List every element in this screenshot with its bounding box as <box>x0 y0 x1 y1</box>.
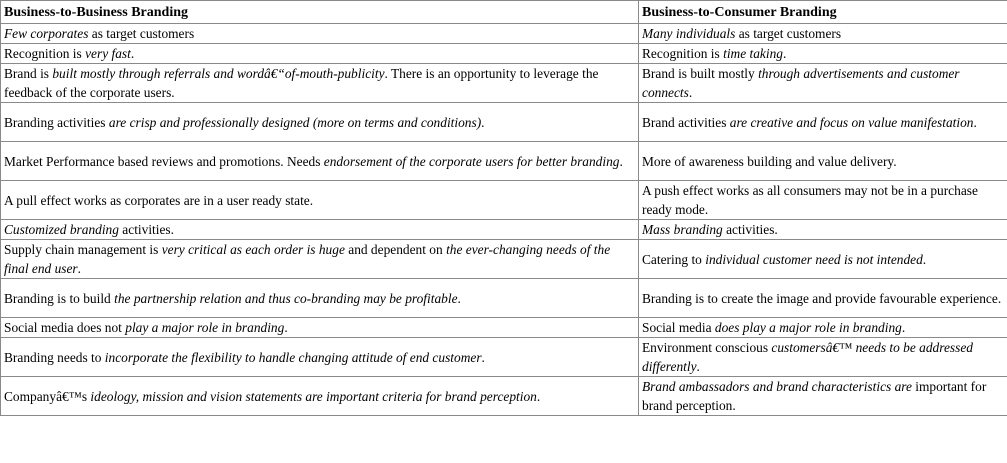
text-segment: . <box>457 290 461 306</box>
text-segment: . <box>688 85 693 100</box>
text-segment: Branding activities <box>4 114 109 130</box>
b2c-cell <box>639 44 1007 64</box>
text-segment: time taking <box>723 46 783 61</box>
text-segment: A push effect works as all consumers may not be in a purchase ready mode. <box>642 183 978 217</box>
text-segment: Social media does not <box>4 320 126 335</box>
b2c-cell <box>639 377 1007 416</box>
text-segment: A pull effect works as corporates are in a user ready state. <box>4 192 314 208</box>
b2c-cell <box>639 338 1007 377</box>
text-segment: . <box>901 320 906 335</box>
b2b-cell <box>1 64 639 103</box>
text-segment: through advertisements and customer connects <box>642 66 960 100</box>
text-segment: Branding is to build <box>4 290 115 306</box>
text-segment: the ever-changing needs of the final end user <box>4 242 611 276</box>
text-segment: . <box>284 320 288 335</box>
text-segment: does play a major role in branding <box>714 320 902 335</box>
b2c-cell <box>639 142 1007 181</box>
b2c-cell <box>639 64 1007 103</box>
table-body <box>1 24 1007 416</box>
text-segment: . <box>130 46 135 61</box>
text-segment: . <box>77 261 82 276</box>
text-segment: the partnership relation and thus co-branding may be profitable <box>114 290 458 306</box>
b2b-cell <box>1 103 639 142</box>
b2b-cell <box>1 142 639 181</box>
table-row <box>1 142 1007 181</box>
text-segment: . <box>922 251 927 267</box>
text-segment: . <box>696 359 700 374</box>
b2c-cell <box>639 220 1007 240</box>
text-segment: Brand activities <box>642 114 730 130</box>
text-segment: . <box>782 46 787 61</box>
text-segment: and dependent on <box>344 242 447 257</box>
table-row <box>1 279 1007 318</box>
text-segment: very fast <box>85 46 131 61</box>
text-segment: Customized branding <box>4 222 119 237</box>
text-segment: individual customer need is not intended <box>705 251 923 267</box>
text-segment: . There is an opportunity to leverage the feedback of the corporate users. <box>4 66 599 100</box>
text-segment: Brand is <box>4 66 53 81</box>
table-row <box>1 24 1007 44</box>
b2b-cell <box>1 318 639 338</box>
text-segment: . <box>481 349 485 365</box>
text-segment: customersâ€™ needs to be addressed differently <box>642 340 973 374</box>
b2c-cell <box>639 279 1007 318</box>
text-segment: Companyâ€™s <box>4 388 91 404</box>
b2b-cell <box>1 24 639 44</box>
header-b2c: Business-to-Consumer Branding <box>639 1 1007 24</box>
text-segment: built mostly through referrals and wordâ€“of-mouth-publicity <box>52 66 385 81</box>
text-segment: Branding is to create the image and provide favourable experience. <box>642 290 1002 306</box>
table-row <box>1 377 1007 416</box>
text-segment: Few corporates <box>4 26 89 41</box>
text-segment: Recognition is <box>4 46 86 61</box>
table-row <box>1 44 1007 64</box>
header-b2b: Business-to-Business Branding <box>1 1 639 24</box>
b2b-cell <box>1 377 639 416</box>
b2c-cell <box>639 318 1007 338</box>
text-segment: incorporate the flexibility to handle changing attitude of end customer <box>104 349 482 365</box>
text-segment: Branding needs to <box>4 349 105 365</box>
text-segment: very critical as each order is huge <box>161 242 345 257</box>
b2b-cell <box>1 181 639 220</box>
text-segment: Environment conscious <box>642 340 772 355</box>
text-segment: Recognition is <box>642 46 724 61</box>
text-segment: Brand is built mostly <box>642 66 759 81</box>
b2b-cell <box>1 338 639 377</box>
table-row <box>1 181 1007 220</box>
text-segment: . <box>619 153 623 169</box>
text-segment: as target customers <box>88 26 195 41</box>
b2c-cell <box>639 181 1007 220</box>
b2b-cell <box>1 44 639 64</box>
text-segment: Market Performance based reviews and promotions. Needs <box>4 153 324 169</box>
text-segment: are creative and focus on value manifestation <box>729 114 974 130</box>
text-segment: endorsement of the corporate users for better branding <box>323 153 620 169</box>
table-row <box>1 103 1007 142</box>
table-row <box>1 240 1007 279</box>
b2c-cell <box>639 24 1007 44</box>
table-row <box>1 318 1007 338</box>
text-segment: Social media <box>642 320 715 335</box>
text-segment: are crisp and professionally designed (more on terms and conditions) <box>108 114 482 130</box>
text-segment: More of awareness building and value delivery. <box>642 153 897 169</box>
b2c-cell <box>639 103 1007 142</box>
text-segment: Many individuals <box>642 26 736 41</box>
text-segment: important for brand perception. <box>642 379 987 413</box>
text-segment: activities. <box>118 222 174 237</box>
text-segment: . <box>973 114 977 130</box>
text-segment: Supply chain management is <box>4 242 162 257</box>
header-row <box>1 1 1007 24</box>
b2b-cell <box>1 220 639 240</box>
text-segment: Catering to <box>642 251 706 267</box>
table-row <box>1 338 1007 377</box>
table-row <box>1 220 1007 240</box>
text-segment: play a major role in branding <box>125 320 285 335</box>
text-segment: . <box>481 114 485 130</box>
b2c-cell <box>639 240 1007 279</box>
text-segment: ideology, mission and vision statements are important criteria for brand perception <box>90 388 537 404</box>
b2b-cell <box>1 279 639 318</box>
text-segment: . <box>536 388 541 404</box>
text-segment: as target customers <box>735 26 842 41</box>
b2b-cell <box>1 240 639 279</box>
text-segment: Brand ambassadors and brand characteristics are <box>642 379 912 394</box>
table-row <box>1 64 1007 103</box>
text-segment: activities. <box>722 222 778 237</box>
text-segment: Mass branding <box>642 222 723 237</box>
